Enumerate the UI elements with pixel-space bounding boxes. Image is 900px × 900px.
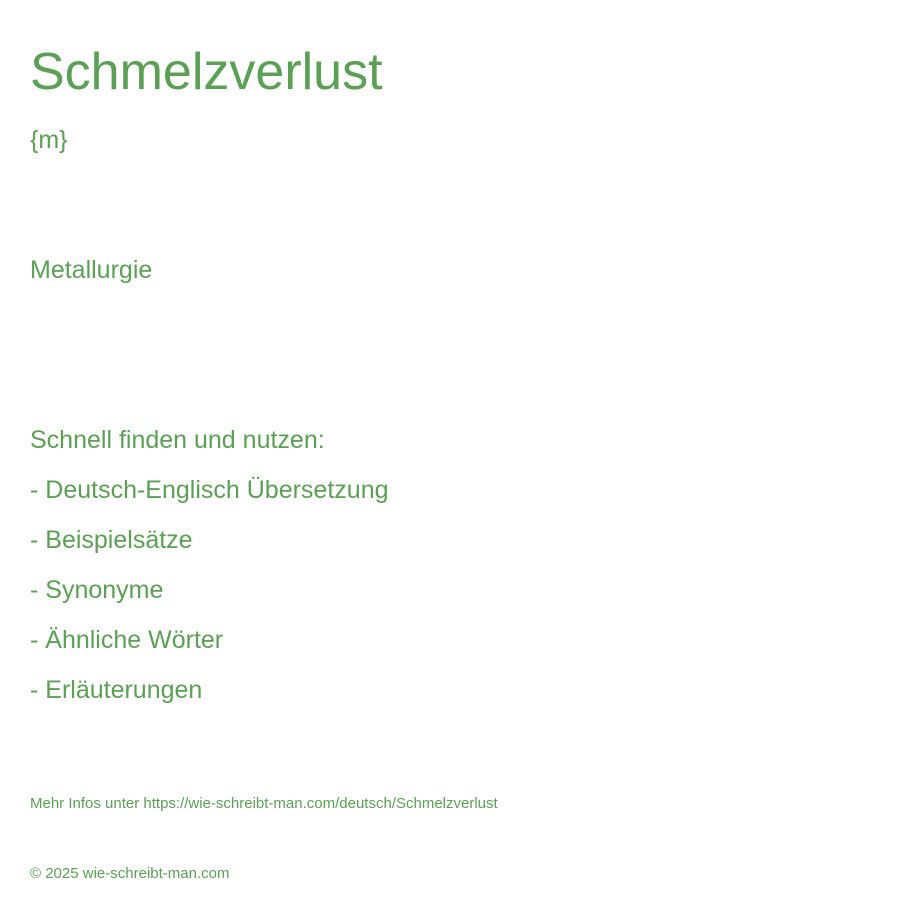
gender-label: {m} (30, 126, 68, 154)
subject-domain-label: Metallurgie (30, 256, 153, 284)
feature-item-similar-words: - Ähnliche Wörter (30, 626, 224, 654)
copyright-notice: © 2025 wie-schreibt-man.com (30, 865, 230, 882)
more-info-line (30, 794, 498, 814)
features-list (30, 474, 389, 724)
page-title: Schmelzverlust (30, 43, 383, 101)
feature-item-example-sentences: - Beispielsätze (30, 526, 193, 554)
features-heading: Schnell finden und nutzen: (30, 426, 325, 454)
features-section (30, 424, 389, 724)
feature-item-translation: - Deutsch-Englisch Übersetzung (30, 476, 389, 504)
feature-item-explanations: - Erläuterungen (30, 676, 203, 704)
more-info-link[interactable]: https://wie-schreibt-man.com/deutsch/Schmelzverlust (143, 795, 498, 812)
feature-item-synonyms: - Synonyme (30, 576, 164, 604)
more-info-prefix: Mehr Infos unter (30, 795, 140, 812)
